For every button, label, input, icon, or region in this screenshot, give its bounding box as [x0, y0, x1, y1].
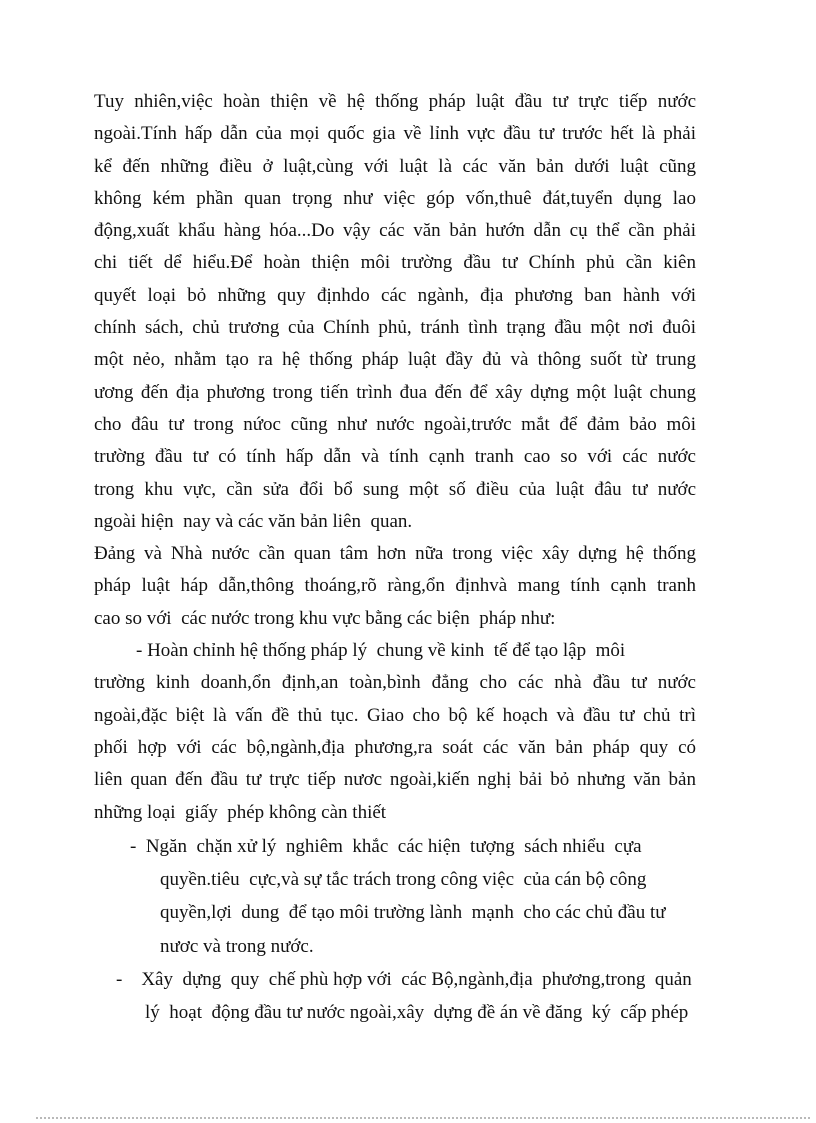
text-line: một nẻo, nhằm tạo ra hệ thống pháp luật đầy đủ và thông suốt từ trung [94, 349, 696, 371]
text-line: quyền,lợi dung để tạo môi trường lành mạnh cho các chủ đầu tư [160, 902, 666, 924]
text-line: nươc và trong nước. [160, 935, 314, 957]
text-line: trong khu vực, cần sửa đổi bổ sung một số điều của luật đâu tư nước [94, 478, 696, 500]
text-line: Tuy nhiên,việc hoàn thiện về hệ thống pháp luật đầu tư trực tiếp nước [94, 91, 696, 112]
text-line: - Xây dựng quy chế phù hợp với các Bộ,ngành,địa phương,trong quản [116, 968, 692, 990]
page-break-dotted-line [36, 1117, 810, 1119]
text-line: cho đâu tư trong nứoc cũng như nước ngoài,trước mắt để đảm bảo môi [94, 413, 696, 435]
text-line: - Ngăn chặn xử lý nghiêm khắc các hiện tượng sách nhiểu cựa [130, 835, 642, 857]
text-line: trường đầu tư có tính hấp dẫn và tính cạnh tranh cao so với các nước [94, 446, 696, 468]
text-line: liên quan đến đầu tư trực tiếp nươc ngoài,kiến nghị bải bỏ nhưng văn bản [94, 769, 696, 791]
text-line: trường kinh doanh,ổn định,an toàn,bình đẳng cho các nhà đầu tư nước [94, 672, 696, 694]
text-line: không kém phần quan trọng như việc góp vốn,thuê đát,tuyển dụng lao [94, 187, 696, 209]
text-line: pháp luật háp dẫn,thông thoáng,rõ ràng,ổn địnhvà mang tính cạnh tranh [94, 575, 696, 597]
text-line: chi tiết dể hiểu.Để hoàn thiện môi trường đầu tư Chính phủ cần kiên [94, 252, 696, 274]
text-line: kể đến những điều ở luật,cùng với luật là các văn bản dưới luật cũng [94, 155, 696, 177]
text-line: ngoài,đặc biệt là vấn đề thủ tục. Giao cho bộ kế hoạch và đầu tư chủ trì [94, 704, 696, 726]
text-line: chính sách, chủ trương của Chính phủ, tránh tình trạng đầu một nơi đuôi [94, 317, 696, 339]
text-line: quyết loại bỏ những quy địnhdo các ngành, địa phương ban hành với [94, 284, 696, 306]
text-line: - Hoàn chỉnh hệ thống pháp lý chung về kinh tế để tạo lập môi [136, 640, 626, 662]
text-line: động,xuất khẩu hàng hóa...Do vậy các văn bản hướn dẫn cụ thể cần phải [94, 220, 696, 242]
text-line: quyền.tiêu cực,và sự tắc trách trong công việc của cán bộ công [160, 869, 647, 891]
text-line: lý hoạt động đầu tư nước ngoài,xây dựng đề án về đăng ký cấp phép [145, 1002, 689, 1024]
document-body [94, 86, 696, 1030]
text-line: phối hợp với các bộ,ngành,địa phương,ra soát các văn bản pháp quy có [94, 736, 696, 758]
text-line: ngoài.Tính hấp dẫn của mọi quốc gia về lỉnh vực đầu tư trước hết là phải [94, 123, 696, 145]
text-line: những loại giấy phép không càn thiết [94, 801, 387, 823]
text-line: ngoài hiện nay và các văn bản liên quan. [94, 510, 413, 532]
text-line: cao so với các nước trong khu vực bằng các biện pháp như: [94, 607, 556, 629]
text-line: Đảng và Nhà nước cần quan tâm hơn nữa trong việc xây dựng hệ thống [94, 543, 696, 565]
text-line: ương đến địa phương trong tiến trình đua đến để xây dựng một luật chung [94, 381, 696, 403]
